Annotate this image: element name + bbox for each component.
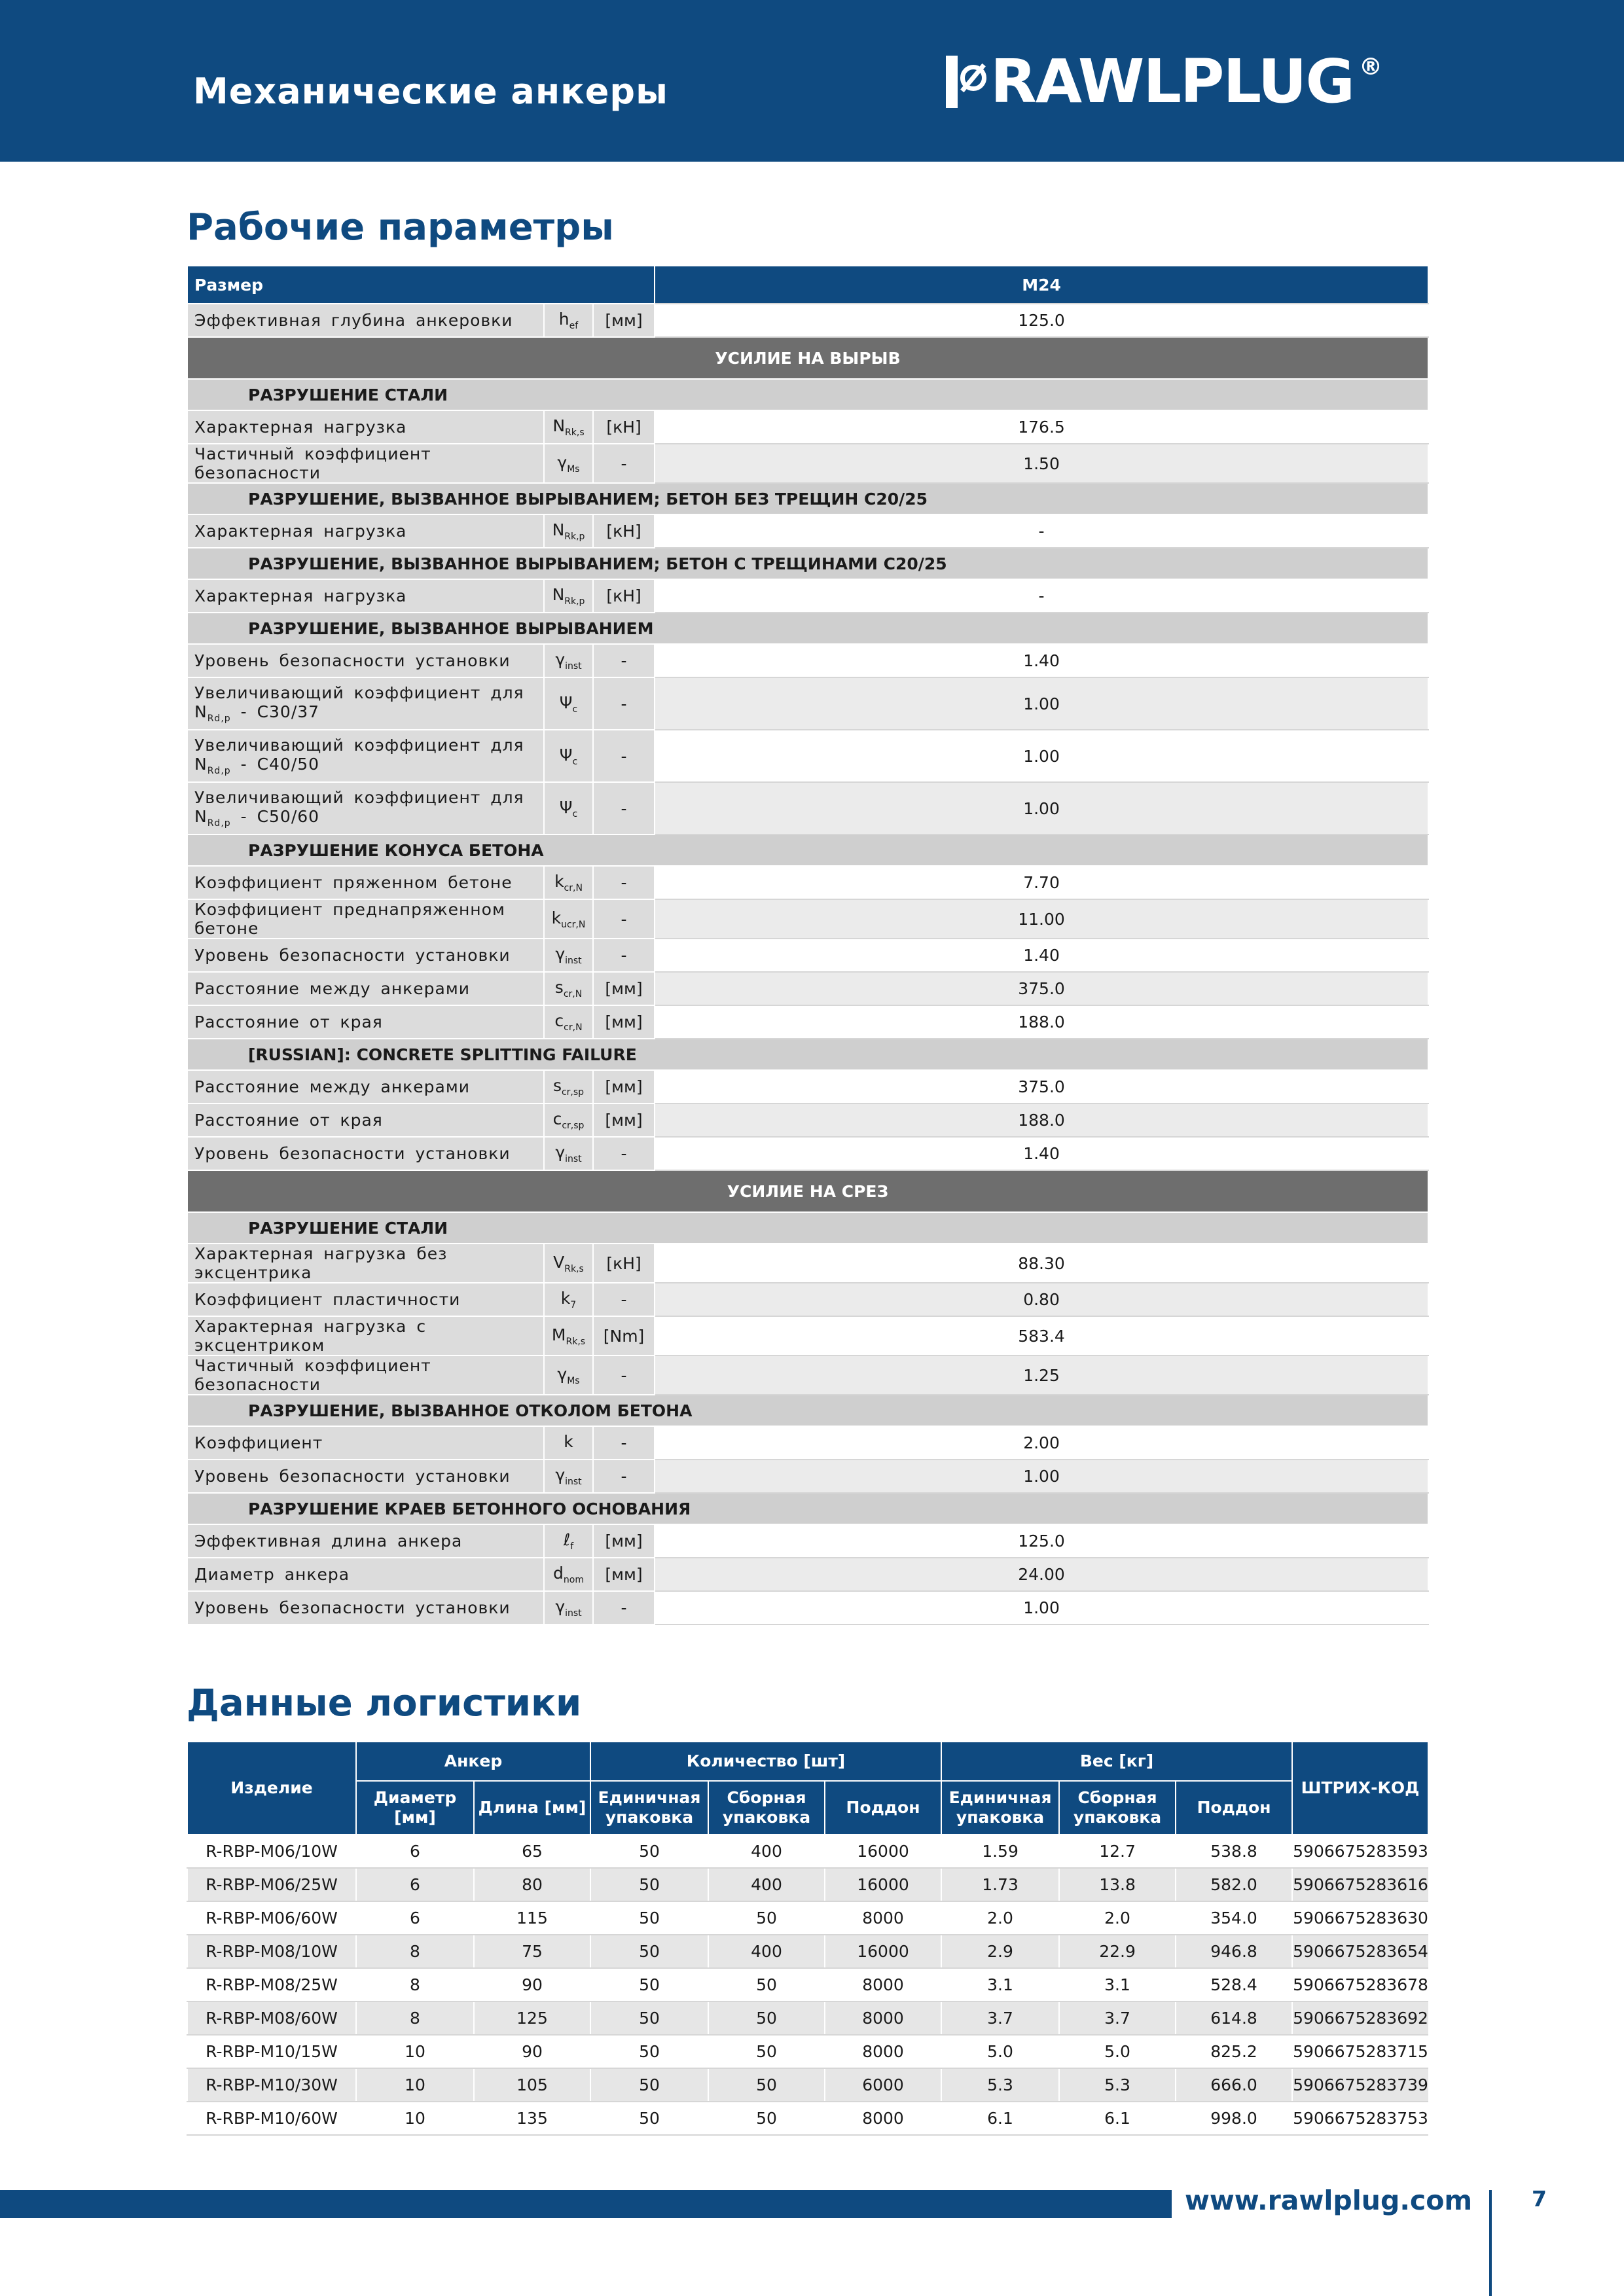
param-label: Расстояние между анкерами	[187, 972, 544, 1005]
param-value: 0.80	[655, 1283, 1428, 1316]
param-row	[187, 677, 1428, 730]
cell-w-bulk: 22.9	[1059, 1935, 1176, 1968]
subsection-row	[187, 379, 1428, 410]
subsection-row	[187, 1493, 1428, 1524]
cell-qty-bulk: 50	[708, 2035, 825, 2068]
cell-w-bulk: 5.0	[1059, 2035, 1176, 2068]
param-row	[187, 304, 1428, 337]
param-row	[187, 1316, 1428, 1355]
param-unit: -	[593, 444, 655, 483]
param-row	[187, 1524, 1428, 1558]
param-row	[187, 444, 1428, 483]
param-row	[187, 1426, 1428, 1460]
page-header	[0, 0, 1624, 162]
table-row	[187, 2001, 1428, 2035]
params-header-row	[187, 266, 1428, 304]
param-unit: -	[593, 1283, 655, 1316]
param-unit: [мм]	[593, 304, 655, 337]
param-value: 188.0	[655, 1005, 1428, 1039]
param-symbol: $c_{cr,N}$	[544, 1005, 593, 1039]
param-label: Уровень безопасности установки	[187, 1137, 544, 1170]
param-symbol: $\Psi_c$	[544, 677, 593, 730]
param-symbol: $V_{Rk,s}$	[544, 1244, 593, 1283]
param-symbol: $\gamma_{Ms}$	[544, 1355, 593, 1395]
table-row	[187, 1935, 1428, 1968]
subsection-label: РАЗРУШЕНИЕ КРАЕВ БЕТОННОГО ОСНОВАНИЯ	[187, 1493, 1428, 1524]
param-symbol: $c_{cr,sp}$	[544, 1103, 593, 1137]
cell-diameter: 6	[356, 1901, 474, 1935]
size-label: Размер	[187, 266, 655, 304]
param-unit: [мм]	[593, 1005, 655, 1039]
subsection-label: РАЗРУШЕНИЕ СТАЛИ	[187, 379, 1428, 410]
cell-qty-bulk: 400	[708, 1935, 825, 1968]
param-row	[187, 939, 1428, 972]
cell-w-unit: 2.0	[941, 1901, 1059, 1935]
param-unit: -	[593, 866, 655, 899]
param-row	[187, 1591, 1428, 1624]
param-label: Расстояние от края	[187, 1005, 544, 1039]
param-unit: [кН]	[593, 1244, 655, 1283]
cell-qty-bulk: 400	[708, 1835, 825, 1868]
cell-w-unit: 1.59	[941, 1835, 1059, 1868]
cell-barcode: 5906675283616	[1292, 1868, 1428, 1901]
param-row	[187, 644, 1428, 677]
cell-qty-unit: 50	[590, 2102, 708, 2135]
param-unit: -	[593, 1137, 655, 1170]
cell-qty-bulk: 50	[708, 2001, 825, 2035]
param-label: Эффективная глубина анкеровки	[187, 304, 544, 337]
cell-w-pallet: 538.8	[1176, 1835, 1292, 1868]
param-unit: -	[593, 677, 655, 730]
param-label: Уровень безопасности установки	[187, 1460, 544, 1493]
cell-qty-unit: 50	[590, 2001, 708, 2035]
cell-w-pallet: 998.0	[1176, 2102, 1292, 2135]
params-table	[187, 265, 1429, 1625]
cell-qty-pallet: 8000	[825, 2102, 941, 2135]
cell-qty-pallet: 6000	[825, 2068, 941, 2102]
footer-url[interactable]: www.rawlplug.com	[1185, 2185, 1473, 2216]
param-row	[187, 866, 1428, 899]
cell-w-unit: 5.3	[941, 2068, 1059, 2102]
cell-diameter: 6	[356, 1868, 474, 1901]
param-value: 1.25	[655, 1355, 1428, 1395]
param-unit: -	[593, 1460, 655, 1493]
param-row	[187, 1244, 1428, 1283]
col-w-pallet: Поддон	[1176, 1781, 1292, 1835]
param-symbol: $\gamma_{inst}$	[544, 644, 593, 677]
cell-w-pallet: 528.4	[1176, 1968, 1292, 2001]
param-row	[187, 1283, 1428, 1316]
footer-bar	[0, 2190, 1172, 2218]
param-label: Увеличивающий коэффициент для $N_{Rd,p} - C40/50$	[187, 730, 544, 782]
param-label: Частичный коэффициент безопасности	[187, 1355, 544, 1395]
cell-qty-unit: 50	[590, 1935, 708, 1968]
cell-length: 90	[474, 1968, 590, 2001]
cell-qty-pallet: 16000	[825, 1868, 941, 1901]
param-value: 1.00	[655, 782, 1428, 834]
param-unit: -	[593, 899, 655, 939]
param-row	[187, 1355, 1428, 1395]
param-symbol: ℓ$_f$	[544, 1524, 593, 1558]
cell-w-pallet: 582.0	[1176, 1868, 1292, 1901]
cell-diameter: 10	[356, 2068, 474, 2102]
cell-barcode: 5906675283630	[1292, 1901, 1428, 1935]
cell-w-unit: 6.1	[941, 2102, 1059, 2135]
param-label: Характерная нагрузка	[187, 410, 544, 444]
param-unit: [кН]	[593, 514, 655, 548]
cell-qty-unit: 50	[590, 1835, 708, 1868]
param-unit: [кН]	[593, 579, 655, 613]
param-label: Уровень безопасности установки	[187, 939, 544, 972]
cell-qty-bulk: 50	[708, 1901, 825, 1935]
param-unit: [мм]	[593, 1524, 655, 1558]
param-value: 1.40	[655, 939, 1428, 972]
logo-text: RAWLPLUG	[990, 46, 1354, 117]
cell-qty-pallet: 8000	[825, 1968, 941, 2001]
cell-length: 80	[474, 1868, 590, 1901]
param-value: 583.4	[655, 1316, 1428, 1355]
subsection-label: РАЗРУШЕНИЕ, ВЫЗВАННОЕ ВЫРЫВАНИЕМ; БЕТОН БЕЗ ТРЕЩИН C20/25	[187, 483, 1428, 514]
param-unit: -	[593, 1355, 655, 1395]
cell-length: 125	[474, 2001, 590, 2035]
cell-product: R-RBP-M06/25W	[187, 1868, 356, 1901]
cell-qty-pallet: 16000	[825, 1935, 941, 1968]
param-row	[187, 1558, 1428, 1591]
cell-w-bulk: 3.7	[1059, 2001, 1176, 2035]
section-row	[187, 1170, 1428, 1212]
param-value: 375.0	[655, 972, 1428, 1005]
param-label: Коэффициент преднапряженном бетоне	[187, 899, 544, 939]
param-row	[187, 972, 1428, 1005]
param-symbol: $N_{Rk,s}$	[544, 410, 593, 444]
param-value: 1.00	[655, 730, 1428, 782]
param-symbol: $N_{Rk,p}$	[544, 579, 593, 613]
cell-w-unit: 3.1	[941, 1968, 1059, 2001]
param-symbol: $M_{Rk,s}$	[544, 1316, 593, 1355]
param-symbol: $\gamma_{inst}$	[544, 1591, 593, 1624]
col-qty-bulk-pack: Сборная упаковка	[708, 1781, 825, 1835]
rawlplug-logo	[946, 46, 1383, 117]
param-row	[187, 1137, 1428, 1170]
section-row	[187, 337, 1428, 379]
param-unit: -	[593, 644, 655, 677]
col-product: Изделие	[187, 1742, 356, 1835]
param-label: Уровень безопасности установки	[187, 644, 544, 677]
param-value: 1.00	[655, 677, 1428, 730]
col-anchor: Анкер	[356, 1742, 590, 1781]
cell-w-unit: 3.7	[941, 2001, 1059, 2035]
col-qty-pallet: Поддон	[825, 1781, 941, 1835]
cell-qty-bulk: 400	[708, 1868, 825, 1901]
param-symbol: $h_{ef}$	[544, 304, 593, 337]
param-label: Частичный коэффициент безопасности	[187, 444, 544, 483]
table-row	[187, 2068, 1428, 2102]
cell-product: R-RBP-M06/60W	[187, 1901, 356, 1935]
cell-qty-bulk: 50	[708, 1968, 825, 2001]
subsection-label: [RUSSIAN]: CONCRETE SPLITTING FAILURE	[187, 1039, 1428, 1070]
param-row	[187, 730, 1428, 782]
param-label: Увеличивающий коэффициент для $N_{Rd,p} - C30/37$	[187, 677, 544, 730]
cell-w-bulk: 6.1	[1059, 2102, 1176, 2135]
param-unit: -	[593, 1591, 655, 1624]
cell-w-bulk: 3.1	[1059, 1968, 1176, 2001]
cell-qty-bulk: 50	[708, 2102, 825, 2135]
col-barcode: ШТРИХ-КОД	[1292, 1742, 1428, 1835]
cell-barcode: 5906675283593	[1292, 1835, 1428, 1868]
cell-product: R-RBP-M10/15W	[187, 2035, 356, 2068]
param-unit: [мм]	[593, 972, 655, 1005]
col-quantity: Количество [шт]	[590, 1742, 941, 1781]
cell-length: 65	[474, 1835, 590, 1868]
param-value: 88.30	[655, 1244, 1428, 1283]
table-row	[187, 1968, 1428, 2001]
cell-length: 105	[474, 2068, 590, 2102]
subsection-row	[187, 834, 1428, 866]
cell-length: 135	[474, 2102, 590, 2135]
subsection-label: РАЗРУШЕНИЕ, ВЫЗВАННОЕ ВЫРЫВАНИЕМ	[187, 613, 1428, 644]
logistics-table	[187, 1741, 1429, 2136]
cell-w-bulk: 12.7	[1059, 1835, 1176, 1868]
col-diameter: Диаметр [мм]	[356, 1781, 474, 1835]
param-symbol: $s_{cr,N}$	[544, 972, 593, 1005]
cell-qty-pallet: 16000	[825, 1835, 941, 1868]
cell-w-pallet: 614.8	[1176, 2001, 1292, 2035]
logistics-title: Данные логистики	[187, 1682, 582, 1725]
param-label: Коэффициент пластичности	[187, 1283, 544, 1316]
cell-diameter: 10	[356, 2102, 474, 2135]
param-value: 125.0	[655, 1524, 1428, 1558]
param-unit: [кН]	[593, 410, 655, 444]
cell-barcode: 5906675283678	[1292, 1968, 1428, 2001]
param-row	[187, 410, 1428, 444]
table-row	[187, 2102, 1428, 2135]
cell-w-pallet: 666.0	[1176, 2068, 1292, 2102]
param-row	[187, 782, 1428, 834]
cell-qty-pallet: 8000	[825, 2035, 941, 2068]
param-value: 24.00	[655, 1558, 1428, 1591]
cell-length: 115	[474, 1901, 590, 1935]
param-symbol: $\Psi_c$	[544, 730, 593, 782]
cell-product: R-RBP-M08/25W	[187, 1968, 356, 2001]
subsection-label: РАЗРУШЕНИЕ КОНУСА БЕТОНА	[187, 834, 1428, 866]
cell-barcode: 5906675283739	[1292, 2068, 1428, 2102]
param-row	[187, 579, 1428, 613]
param-symbol: $k_{cr,N}$	[544, 866, 593, 899]
cell-w-pallet: 354.0	[1176, 1901, 1292, 1935]
cell-qty-pallet: 8000	[825, 2001, 941, 2035]
param-symbol: k	[544, 1426, 593, 1460]
param-label: Расстояние между анкерами	[187, 1070, 544, 1103]
param-row	[187, 899, 1428, 939]
table-row	[187, 1868, 1428, 1901]
param-value: 1.00	[655, 1460, 1428, 1493]
cell-w-bulk: 2.0	[1059, 1901, 1176, 1935]
param-value: 176.5	[655, 410, 1428, 444]
param-label: Коэффициент	[187, 1426, 544, 1460]
param-symbol: $s_{cr,sp}$	[544, 1070, 593, 1103]
param-label: Характерная нагрузка	[187, 579, 544, 613]
cell-qty-unit: 50	[590, 1901, 708, 1935]
param-value: 125.0	[655, 304, 1428, 337]
param-label: Расстояние от края	[187, 1103, 544, 1137]
param-unit: [мм]	[593, 1558, 655, 1591]
param-symbol: $k_{ucr,N}$	[544, 899, 593, 939]
param-unit: -	[593, 1426, 655, 1460]
cell-qty-unit: 50	[590, 2068, 708, 2102]
param-value: 1.40	[655, 1137, 1428, 1170]
cell-barcode: 5906675283715	[1292, 2035, 1428, 2068]
cell-qty-unit: 50	[590, 1868, 708, 1901]
param-value: 1.40	[655, 644, 1428, 677]
param-unit: -	[593, 730, 655, 782]
param-unit: [Nm]	[593, 1316, 655, 1355]
param-unit: [мм]	[593, 1070, 655, 1103]
cell-product: R-RBP-M08/60W	[187, 2001, 356, 2035]
cell-product: R-RBP-M06/10W	[187, 1835, 356, 1868]
param-symbol: $\gamma_{Ms}$	[544, 444, 593, 483]
param-unit: -	[593, 782, 655, 834]
param-row	[187, 1103, 1428, 1137]
param-value: 375.0	[655, 1070, 1428, 1103]
param-symbol: $k_7$	[544, 1283, 593, 1316]
param-label: Характерная нагрузка с эксцентриком	[187, 1316, 544, 1355]
param-label: Коэффициент пряженном бетоне	[187, 866, 544, 899]
param-label: Характерная нагрузка	[187, 514, 544, 548]
param-value: 2.00	[655, 1426, 1428, 1460]
param-label: Увеличивающий коэффициент для $N_{Rd,p} - C50/60$	[187, 782, 544, 834]
param-label: Эффективная длина анкера	[187, 1524, 544, 1558]
param-value: -	[655, 514, 1428, 548]
header-title: Механические анкеры	[193, 71, 668, 112]
subsection-label: РАЗРУШЕНИЕ, ВЫЗВАННОЕ ОТКОЛОМ БЕТОНА	[187, 1395, 1428, 1426]
param-label: Характерная нагрузка без эксцентрика	[187, 1244, 544, 1283]
cell-w-unit: 1.73	[941, 1868, 1059, 1901]
cell-barcode: 5906675283753	[1292, 2102, 1428, 2135]
cell-barcode: 5906675283654	[1292, 1935, 1428, 1968]
param-row	[187, 1005, 1428, 1039]
param-symbol: $d_{nom}$	[544, 1558, 593, 1591]
param-label: Диаметр анкера	[187, 1558, 544, 1591]
col-w-unit-pack: Единичная упаковка	[941, 1781, 1059, 1835]
param-label: Уровень безопасности установки	[187, 1591, 544, 1624]
table-row	[187, 1835, 1428, 1868]
cell-diameter: 6	[356, 1835, 474, 1868]
param-value: 7.70	[655, 866, 1428, 899]
param-unit: [мм]	[593, 1103, 655, 1137]
cell-length: 90	[474, 2035, 590, 2068]
subsection-row	[187, 1212, 1428, 1244]
param-symbol: $\gamma_{inst}$	[544, 939, 593, 972]
cell-qty-pallet: 8000	[825, 1901, 941, 1935]
col-w-bulk-pack: Сборная упаковка	[1059, 1781, 1176, 1835]
param-value: 1.50	[655, 444, 1428, 483]
cell-w-bulk: 13.8	[1059, 1868, 1176, 1901]
cell-w-pallet: 825.2	[1176, 2035, 1292, 2068]
cell-w-pallet: 946.8	[1176, 1935, 1292, 1968]
cell-qty-bulk: 50	[708, 2068, 825, 2102]
subsection-row	[187, 483, 1428, 514]
param-symbol: $\Psi_c$	[544, 782, 593, 834]
param-value: 1.00	[655, 1591, 1428, 1624]
param-row	[187, 1070, 1428, 1103]
subsection-row	[187, 613, 1428, 644]
subsection-row	[187, 548, 1428, 579]
cell-qty-unit: 50	[590, 2035, 708, 2068]
cell-qty-unit: 50	[590, 1968, 708, 2001]
rawlplug-mark-icon	[946, 56, 986, 108]
col-qty-unit-pack: Единичная упаковка	[590, 1781, 708, 1835]
param-row	[187, 1460, 1428, 1493]
param-symbol: $\gamma_{inst}$	[544, 1137, 593, 1170]
cell-product: R-RBP-M10/30W	[187, 2068, 356, 2102]
col-weight: Вес [кг]	[941, 1742, 1292, 1781]
cell-w-unit: 2.9	[941, 1935, 1059, 1968]
param-value: 188.0	[655, 1103, 1428, 1137]
cell-product: R-RBP-M10/60W	[187, 2102, 356, 2135]
size-value: M24	[655, 266, 1428, 304]
param-symbol: $\gamma_{inst}$	[544, 1460, 593, 1493]
subsection-row	[187, 1039, 1428, 1070]
footer-divider	[1489, 2190, 1492, 2296]
section-label: УСИЛИЕ НА ВЫРЫВ	[187, 337, 1428, 379]
param-value: -	[655, 579, 1428, 613]
subsection-row	[187, 1395, 1428, 1426]
section-label: УСИЛИЕ НА СРЕЗ	[187, 1170, 1428, 1212]
param-unit: -	[593, 939, 655, 972]
page-number: 7	[1532, 2186, 1547, 2212]
subsection-label: РАЗРУШЕНИЕ СТАЛИ	[187, 1212, 1428, 1244]
cell-diameter: 8	[356, 1935, 474, 1968]
param-symbol: $N_{Rk,p}$	[544, 514, 593, 548]
subsection-label: РАЗРУШЕНИЕ, ВЫЗВАННОЕ ВЫРЫВАНИЕМ; БЕТОН С ТРЕЩИНАМИ C20/25	[187, 548, 1428, 579]
table-row	[187, 1901, 1428, 1935]
cell-diameter: 8	[356, 2001, 474, 2035]
cell-length: 75	[474, 1935, 590, 1968]
param-row	[187, 514, 1428, 548]
cell-diameter: 8	[356, 1968, 474, 2001]
cell-w-bulk: 5.3	[1059, 2068, 1176, 2102]
table-row	[187, 2035, 1428, 2068]
cell-w-unit: 5.0	[941, 2035, 1059, 2068]
cell-product: R-RBP-M08/10W	[187, 1935, 356, 1968]
cell-diameter: 10	[356, 2035, 474, 2068]
cell-barcode: 5906675283692	[1292, 2001, 1428, 2035]
registered-mark: ®	[1359, 54, 1383, 81]
params-title: Рабочие параметры	[187, 206, 614, 249]
param-value: 11.00	[655, 899, 1428, 939]
col-length: Длина [мм]	[474, 1781, 590, 1835]
